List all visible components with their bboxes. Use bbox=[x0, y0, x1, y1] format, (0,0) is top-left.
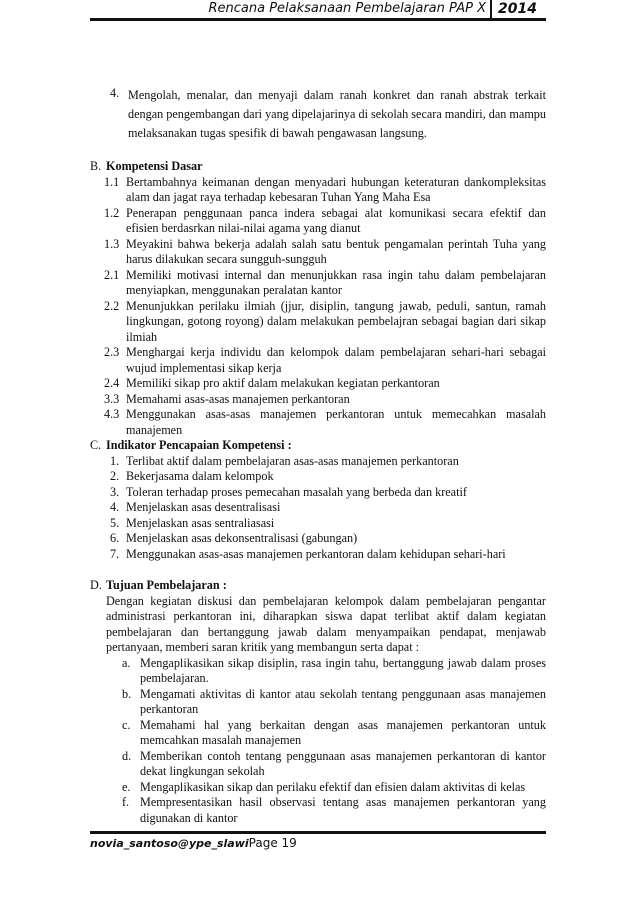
tujuan-item-number: e. bbox=[122, 779, 131, 794]
tujuan-item bbox=[90, 656, 546, 687]
kd-item-text: Meyakini bahwa bekerja adalah salah satu bentuk pengamalan perintah Tuha yang harus dilakukan secara sungguh-sungguh bbox=[126, 236, 546, 266]
tujuan-item-number: c. bbox=[122, 717, 131, 732]
kd-item-number: 3.3 bbox=[104, 391, 120, 406]
kd-item-text: Penerapan penggunaan panca indera sebagai alat komunikasi secara efektif dan efisien berdasrkan nilai-nilai agama yang dianut bbox=[126, 205, 546, 235]
tujuan-paragraph: Dengan kegiatan diskusi dan pembelajaran kelompok dalam pembelajaran pengantar administrasi perkantoran ini, diharapkan siswa dapat terlibat aktif dalam kegiatan pembelajaran dan bertanggung jawab dalam menyampaikan pendapat, menjawab pertanyaan, memberi saran kritik yang membangun serta dapat : bbox=[106, 593, 546, 654]
section-heading bbox=[90, 578, 546, 594]
kd-item-number: 4.3 bbox=[104, 407, 120, 421]
section-title: Kompetensi Dasar bbox=[106, 159, 203, 173]
kd-item bbox=[90, 345, 546, 376]
indikator-item-number: 3. bbox=[110, 484, 120, 499]
kd-item bbox=[90, 268, 546, 299]
tujuan-item-text: Mengaplikasikan sikap disiplin, rasa ingin tahu, bertanggung jawab dalam proses pembelajaran. bbox=[140, 655, 546, 685]
header-year: 2014 bbox=[490, 0, 546, 19]
indikator-list bbox=[90, 454, 546, 563]
intro-text: Mengolah, menalar, dan menyaji dalam ranah konkret dan ranah abstrak terkait dengan pengembangan dari yang dipelajarinya di sekolah secara mandiri, dan mampu melaksanakan tugas spesifik di bawah pengawasan langsung. bbox=[128, 88, 546, 140]
indikator-item bbox=[90, 469, 546, 485]
document-body bbox=[90, 86, 546, 826]
kd-item-text: Memahami asas-asas manajemen perkantoran bbox=[126, 391, 350, 406]
section-letter: D. bbox=[90, 578, 102, 592]
page-footer bbox=[90, 836, 297, 851]
header-rule bbox=[90, 18, 546, 21]
kd-item-number: 2.1 bbox=[104, 267, 120, 282]
indikator-item bbox=[90, 500, 546, 516]
kd-item-number: 2.3 bbox=[104, 345, 120, 359]
section-tujuan bbox=[90, 578, 546, 826]
footer-page-number: Page 19 bbox=[248, 836, 297, 850]
indikator-item-text: Menjelaskan asas dekonsentralisasi (gabungan) bbox=[126, 531, 358, 545]
footer-rule bbox=[90, 831, 546, 834]
section-heading bbox=[90, 438, 546, 454]
indikator-item bbox=[90, 485, 546, 501]
tujuan-item bbox=[90, 749, 546, 780]
kd-item-number: 2.2 bbox=[104, 298, 120, 313]
tujuan-item-text: Mengaplikasikan sikap dan perilaku efektif dan efisien dalam aktivitas di kelas bbox=[140, 779, 526, 794]
kd-item bbox=[90, 392, 546, 408]
kd-list bbox=[90, 175, 546, 439]
section-letter: C. bbox=[90, 438, 102, 452]
indikator-item-text: Bekerjasama dalam kelompok bbox=[126, 469, 274, 483]
tujuan-item-number: a. bbox=[122, 655, 131, 670]
kd-item bbox=[90, 376, 546, 392]
intro-item bbox=[90, 86, 546, 143]
header-title: Rencana Pelaksanaan Pembelajaran PAP X bbox=[208, 1, 486, 16]
section-title: Indikator Pencapaian Kompetensi : bbox=[106, 438, 292, 452]
indikator-item-text: Toleran terhadap proses pemecahan masalah yang berbeda dan kreatif bbox=[126, 484, 467, 499]
indikator-item bbox=[90, 547, 546, 563]
tujuan-item-text: Memahami hal yang berkaitan dengan asas manajemen perkantoran untuk memcahkan masalah manajemen bbox=[140, 717, 546, 747]
tujuan-item-number: b. bbox=[122, 686, 132, 701]
tujuan-item-text: Mengamati aktivitas di kantor atau sekolah tentang penggunaan asas manajemen perkantoran bbox=[140, 686, 546, 716]
section-kompetensi-dasar bbox=[90, 159, 546, 438]
indikator-item-text: Menjelaskan asas desentralisasi bbox=[126, 500, 281, 514]
indikator-item-number: 2. bbox=[110, 469, 120, 483]
section-title: Tujuan Pembelajaran : bbox=[106, 578, 227, 592]
indikator-item bbox=[90, 531, 546, 547]
kd-item bbox=[90, 175, 546, 206]
indikator-item-text: Menjelaskan asas sentraliasasi bbox=[126, 515, 275, 530]
tujuan-item bbox=[90, 718, 546, 749]
kd-item-number: 2.4 bbox=[104, 376, 120, 390]
kd-item-number: 1.1 bbox=[104, 174, 120, 189]
tujuan-list bbox=[90, 656, 546, 827]
indikator-item-number: 5. bbox=[110, 515, 120, 530]
kd-item bbox=[90, 407, 546, 438]
indikator-item-text: Menggunakan asas-asas manajemen perkantoran dalam kehidupan sehari-hari bbox=[126, 546, 506, 561]
kd-item bbox=[90, 299, 546, 346]
tujuan-item bbox=[90, 780, 546, 796]
section-letter: B. bbox=[90, 159, 102, 173]
kd-item-text: Memiliki motivasi internal dan menunjukkan rasa ingin tahu dalam pembelajaran menyiapkan, menggunakan peralatan kantor bbox=[126, 267, 546, 297]
tujuan-item bbox=[90, 687, 546, 718]
tujuan-item-text: Mempresentasikan hasil observasi tentang asas manajemen perkantoran yang digunakan di kantor bbox=[140, 795, 546, 825]
kd-item-text: Memiliki sikap pro aktif dalam melakukan kegiatan perkantoran bbox=[126, 376, 440, 390]
footer-email: novia_santoso@ype_slawi bbox=[90, 837, 249, 850]
indikator-item-number: 6. bbox=[110, 531, 120, 545]
kd-item-text: Menggunakan asas-asas manajemen perkantoran untuk memecahkan masalah manajemen bbox=[126, 407, 546, 437]
kd-item-text: Bertambahnya keimanan dengan menyadari hubungan keteraturan dankompleksitas alam dan jagat raya terhadap kebesaran Tuhan Yang Maha Esa bbox=[126, 174, 546, 204]
indikator-item-number: 7. bbox=[110, 546, 120, 561]
tujuan-item-number: d. bbox=[122, 748, 132, 763]
kd-item-number: 1.2 bbox=[104, 205, 120, 220]
kd-item bbox=[90, 237, 546, 268]
kd-item-number: 1.3 bbox=[104, 236, 120, 251]
indikator-item bbox=[90, 454, 546, 470]
tujuan-item-number: f. bbox=[122, 795, 130, 809]
kd-item bbox=[90, 206, 546, 237]
kd-item-text: Menghargai kerja individu dan kelompok dalam pembelajaran sehari-hari sebagai wujud implementasi sikap kerja bbox=[126, 345, 546, 375]
indikator-item bbox=[90, 516, 546, 532]
indikator-item-text: Terlibat aktif dalam pembelajaran asas-asas manajemen perkantoran bbox=[126, 453, 459, 468]
intro-number: 4. bbox=[110, 86, 120, 100]
tujuan-item-text: Memberikan contoh tentang penggunaan asas manajemen perkantoran di kantor dekat lingkungan sekolah bbox=[140, 748, 546, 778]
tujuan-item bbox=[90, 795, 546, 826]
section-heading bbox=[90, 159, 546, 175]
page-header bbox=[90, 0, 546, 20]
indikator-item-number: 4. bbox=[110, 500, 120, 514]
kd-item-text: Menunjukkan perilaku ilmiah (jjur, disiplin, tangung jawab, peduli, santun, ramah lingkungan, gotong royong) dalam melakukan pembelajran sebagai bagian dari sikap ilmiah bbox=[126, 298, 546, 344]
section-indikator bbox=[90, 438, 546, 562]
indikator-item-number: 1. bbox=[110, 453, 120, 468]
